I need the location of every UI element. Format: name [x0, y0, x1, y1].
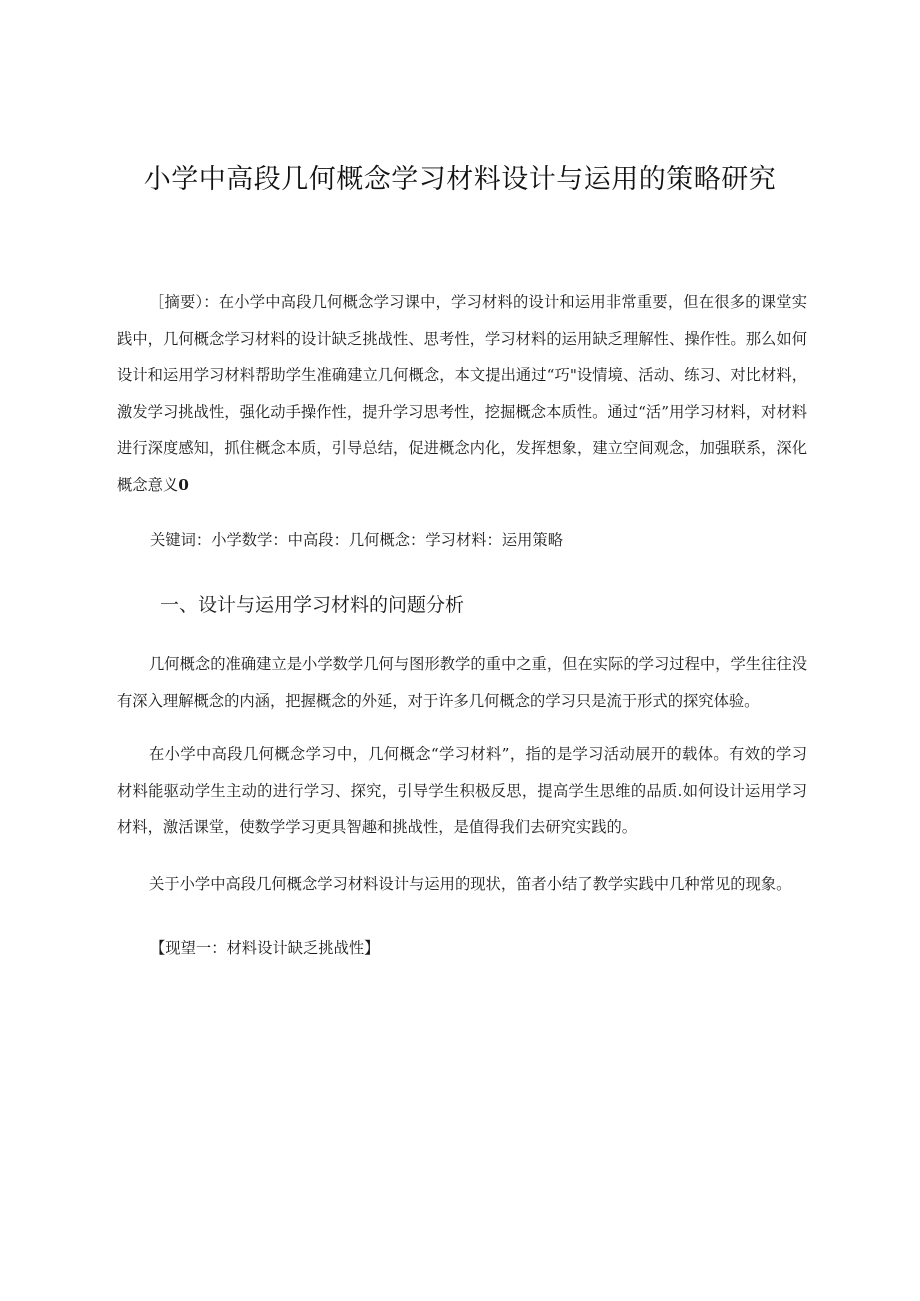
body-paragraph-2: 在小学中高段几何概念学习中，几何概念“学习材料”，指的是学习活动展开的载体。有效的学习材料能驱动学生主动的进行学习、探究，引导学生积极反思，提高学生思维的品质.如何设计运用学习材料，激活课堂，使数学学习更具智趣和挑战性，是值得我们去研究实践的。	[117, 745, 807, 836]
document-title: 小学中高段几何概念学习材料设计与运用的策略研究	[143, 164, 777, 195]
section-heading: 一、设计与运用学习材料的问题分析	[160, 594, 465, 616]
body-paragraph-3: 关于小学中高段几何概念学习材料设计与运用的现状，笛者小结了教学实践中几种常见的现象。	[149, 875, 792, 893]
keywords-line: 关键词：小学数学：中高段：几何概念：学习材料：运用策略	[150, 531, 564, 549]
phenomenon-label: 【现望一：材料设计缺乏挑战性】	[150, 939, 380, 957]
abstract-tail: 0	[178, 475, 189, 494]
abstract-text: ［摘要）：在小学中高段几何概念学习课中，学习材料的设计和运用非常重要，但在很多的课堂实践中，几何概念学习材料的设计缺乏挑战性、思考性，学习材料的运用缺乏理解性、操作性。那么如何设计和运用学习材料帮助学生准确建立几何概念，本文提出通过“巧"设情境、活动、练习、对比材料，激发学习挑战性，强化动手操作性，提升学习思考性，挖掘概念本质性。通过“活”用学习材料，对材料进行深度感知，抓住概念本质，引导总结，促进概念内化，发挥想象，建立空间观念，加强联系，深化概念意义	[117, 293, 807, 494]
abstract-paragraph	[117, 284, 807, 503]
body-paragraph-1: 几何概念的准确建立是小学数学几何与图形教学的重中之重，但在实际的学习过程中，学生往往没有深入理解概念的内涵，把握概念的外延，对于许多几何概念的学习只是流于形式的探究体验。	[117, 655, 807, 710]
